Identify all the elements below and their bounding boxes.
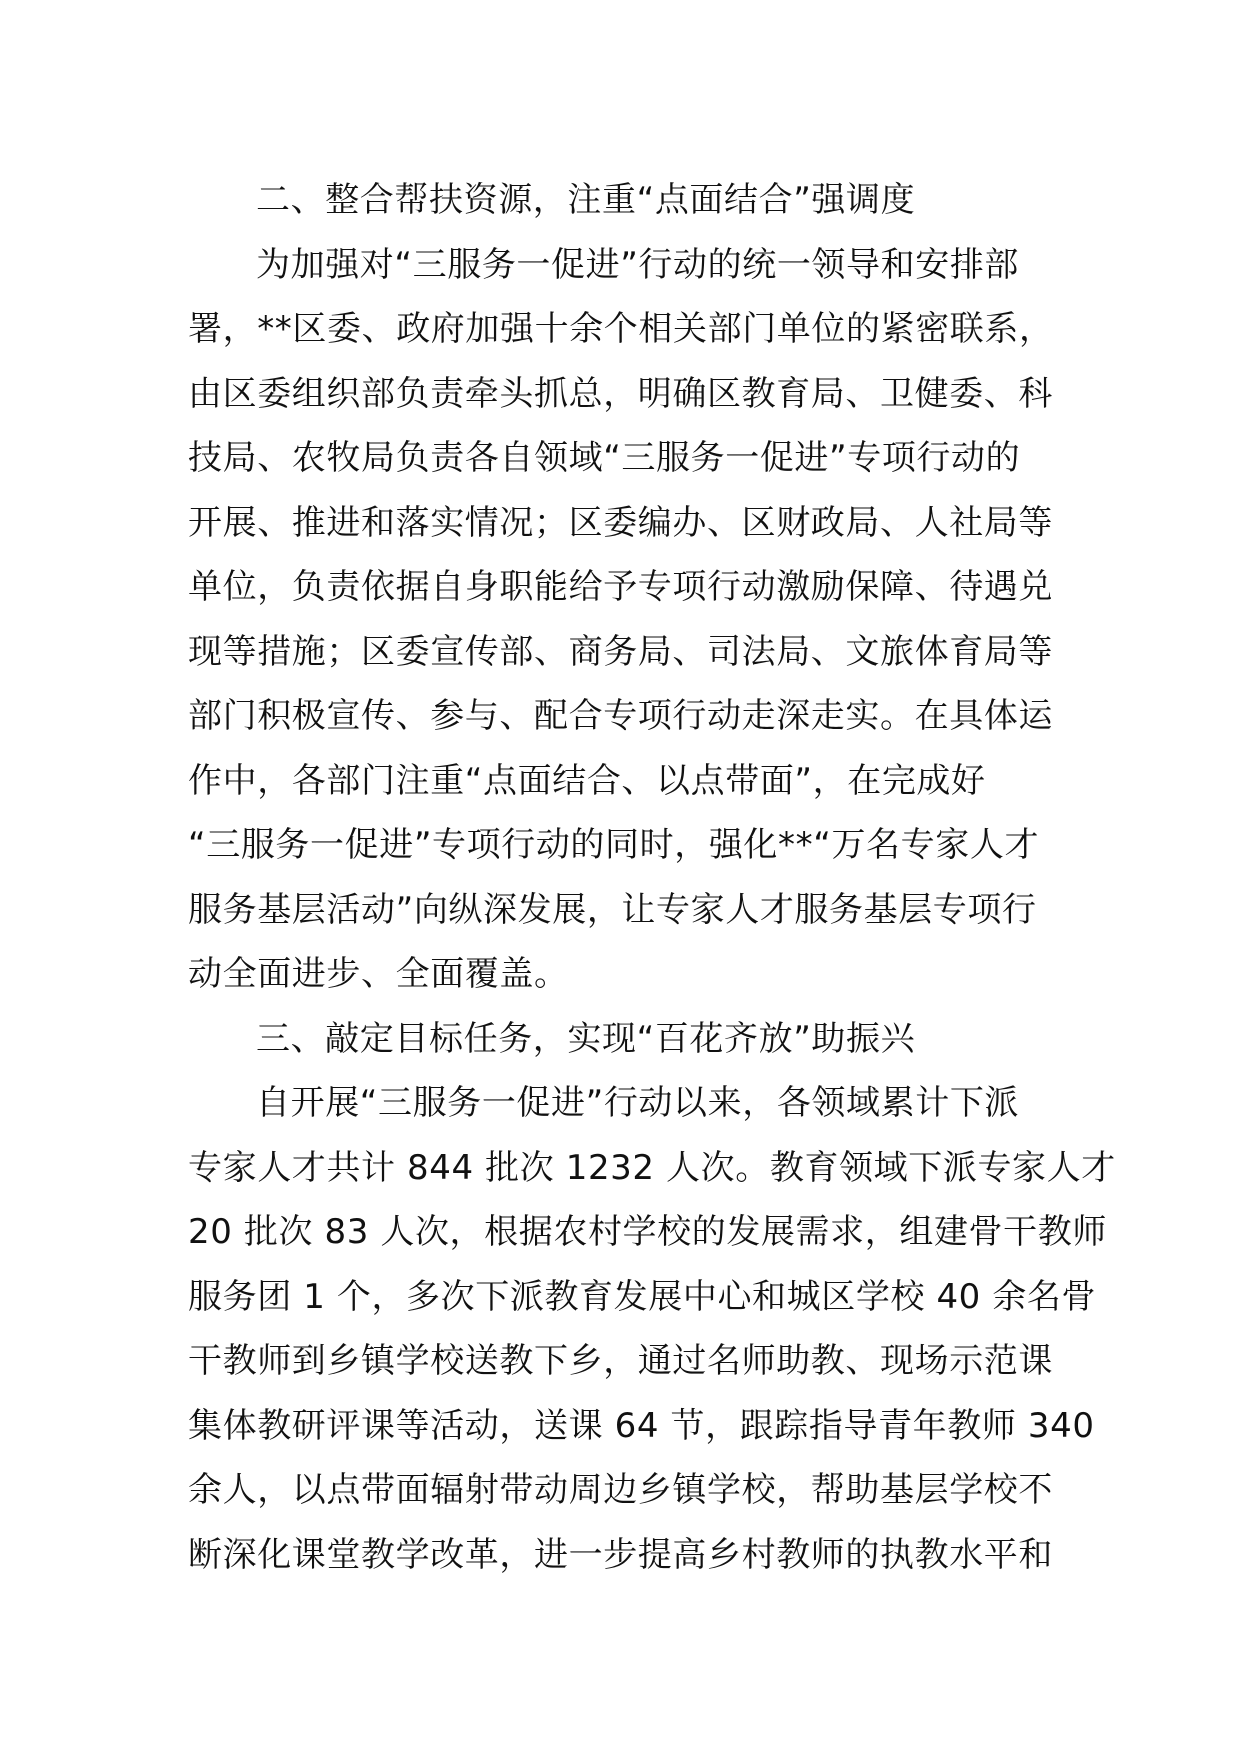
paragraph-line: 作中，各部门注重“点面结合、以点带面”，在完成好 [188, 760, 986, 801]
paragraph-line: 开展、推进和落实情况；区委编办、区财政局、人社局等 [188, 502, 1053, 543]
document-body [188, 168, 1116, 1587]
paragraph-line: “三服务一促进”专项行动的同时，强化**“万名专家人才 [188, 825, 1040, 865]
paragraph-line: 服务基层活动”向纵深发展，让专家人才服务基层专项行 [188, 889, 1037, 930]
section-heading: 三、敲定目标任务，实现“百花齐放”助振兴 [256, 1018, 916, 1059]
paragraph-line: 现等措施；区委宣传部、商务局、司法局、文旅体育局等 [188, 631, 1053, 672]
section-heading: 二、整合帮扶资源，注重“点面结合”强调度 [256, 180, 916, 220]
paragraph-line: 干教师到乡镇学校送教下乡，通过名师助教、现场示范课 [188, 1341, 1053, 1381]
paragraph-line: 断深化课堂教学改革，进一步提高乡村教师的执教水平和 [188, 1534, 1053, 1575]
paragraph-line: 单位，负责依据自身职能给予专项行动激励保障、待遇兑 [188, 567, 1053, 607]
paragraph-line: 集体教研评课等活动，送课 64 节，跟踪指导青年教师 340 [188, 1405, 1095, 1446]
paragraph-line: 专家人才共计 844 批次 1232 人次。教育领域下派专家人才 [188, 1147, 1116, 1188]
paragraph-line: 由区委组织部负责牵头抓总，明确区教育局、卫健委、科 [188, 373, 1053, 414]
paragraph-line: 署，**区委、政府加强十余个相关部门单位的紧密联系， [188, 309, 1054, 349]
paragraph-line: 技局、农牧局负责各自领域“三服务一促进”专项行动的 [188, 438, 1021, 478]
paragraph-line: 服务团 1 个，多次下派教育发展中心和城区学校 40 余名骨 [188, 1276, 1097, 1317]
paragraph-line: 自开展“三服务一促进”行动以来，各领域累计下派 [256, 1083, 1020, 1123]
paragraph-line: 动全面进步、全面覆盖。 [188, 954, 569, 994]
paragraph-line: 为加强对“三服务一促进”行动的统一领导和安排部 [256, 244, 1020, 285]
paragraph-line: 部门积极宣传、参与、配合专项行动走深走实。在具体运 [188, 696, 1053, 736]
paragraph-line: 20 批次 83 人次，根据农村学校的发展需求，组建骨干教师 [188, 1212, 1107, 1252]
paragraph-line: 余人，以点带面辐射带动周边乡镇学校，帮助基层学校不 [188, 1470, 1053, 1510]
